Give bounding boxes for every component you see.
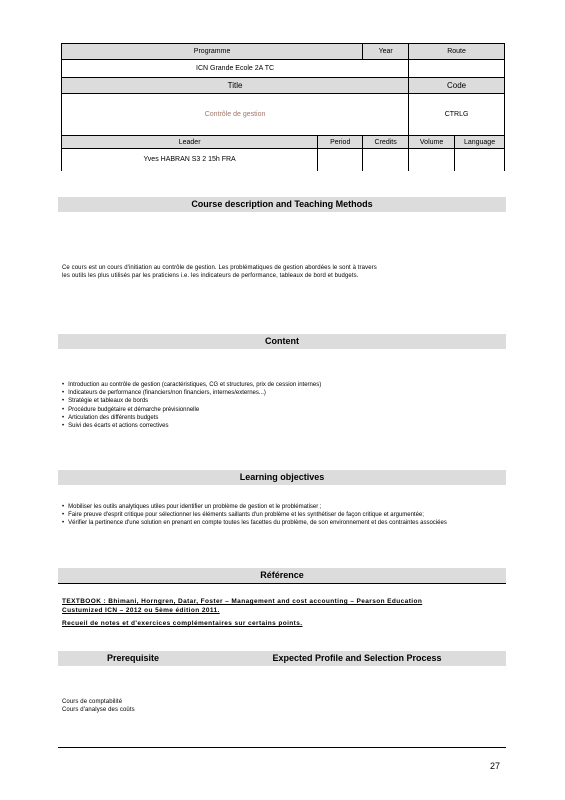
reference-line-1: TEXTBOOK : Bhimani, Horngren, Datar, Foster – Management and cost accounting – Pearson Education: [62, 598, 423, 605]
reference-heading: Référence: [58, 568, 506, 583]
title-label: Title: [62, 78, 409, 94]
programme-label: Programme: [62, 44, 363, 60]
course-description-line-2: les outils les plus utilisés par les praticiens i.e. les indicateurs de performance, tableaux de bord et budgets.: [62, 273, 359, 279]
credits-label: Credits: [363, 136, 409, 149]
learning-objectives-list: [62, 503, 502, 528]
course-description-heading: Course description and Teaching Methods: [58, 197, 506, 212]
list-item: • Stratégie et tableaux de bords: [62, 397, 502, 405]
course-description-text: [62, 264, 502, 280]
volume-value: [409, 149, 455, 171]
credits-value: [363, 149, 409, 171]
expected-profile-heading: Expected Profile and Selection Process: [272, 653, 442, 663]
period-value: [318, 149, 363, 171]
reference-text: [62, 597, 502, 628]
route-value: [409, 60, 505, 78]
list-item: • Mobiliser les outils analytiques utiles pour identifier un problème de gestion et le problématiser ;: [62, 503, 502, 511]
list-item: • Faire preuve d'esprit critique pour sélectionner les éléments saillants d'un problème et les synthétiser de façon critique et argumentée;: [62, 511, 502, 519]
course-title: Contrôle de gestion: [62, 94, 409, 136]
period-label: Period: [318, 136, 363, 149]
list-item: • Indicateurs de performance (financiers/non financiers, internes/externes...): [62, 389, 502, 397]
programme-value: ICN Grande Ecole 2A TC: [62, 60, 409, 78]
language-label: Language: [455, 136, 505, 149]
list-item: • Procédure budgétaire et démarche prévisionnelle: [62, 406, 502, 414]
content-list: [62, 381, 502, 430]
reference-line-3: Recueil de notes et d'exercices complémentaires sur certains points.: [62, 620, 303, 627]
course-code: CTRLG: [409, 94, 505, 136]
content-heading: Content: [58, 334, 506, 349]
course-header-table: [61, 43, 505, 171]
reference-line-2: Custumized ICN – 2012 ou 5ème édition 2011.: [62, 607, 220, 614]
list-item: • Suivi des écarts et actions correctives: [62, 422, 502, 430]
leader-label: Leader: [62, 136, 318, 149]
list-item: Cours d'analyse des coûts: [62, 707, 135, 713]
list-item: Cours de comptabilité: [62, 699, 123, 705]
code-label: Code: [409, 78, 505, 94]
prerequisite-heading: Prerequisite: [106, 653, 160, 663]
divider: [58, 583, 506, 584]
list-item: • Articulation des différents budgets: [62, 414, 502, 422]
leader-value: Yves HABRAN S3 2 15h FRA: [62, 149, 318, 171]
year-label: Year: [363, 44, 409, 60]
list-item: • Introduction au contrôle de gestion (caractéristiques, CG et structures, prix de cession internes): [62, 381, 502, 389]
prerequisite-list: [62, 698, 362, 714]
route-label: Route: [409, 44, 505, 60]
volume-label: Volume: [409, 136, 455, 149]
list-item: • Vérifier la pertinence d'une solution en prenant en compte toutes les facettes du problème, de son environnement et des contraintes associées: [62, 519, 502, 527]
footer-divider: [58, 747, 506, 748]
language-value: [455, 149, 505, 171]
course-description-line-1: Ce cours est un cours d'initiation au contrôle de gestion. Les problématiques de gestion abordées le sont à travers: [62, 265, 377, 271]
learning-objectives-heading: Learning objectives: [58, 470, 506, 485]
page-number: 27: [489, 761, 500, 771]
